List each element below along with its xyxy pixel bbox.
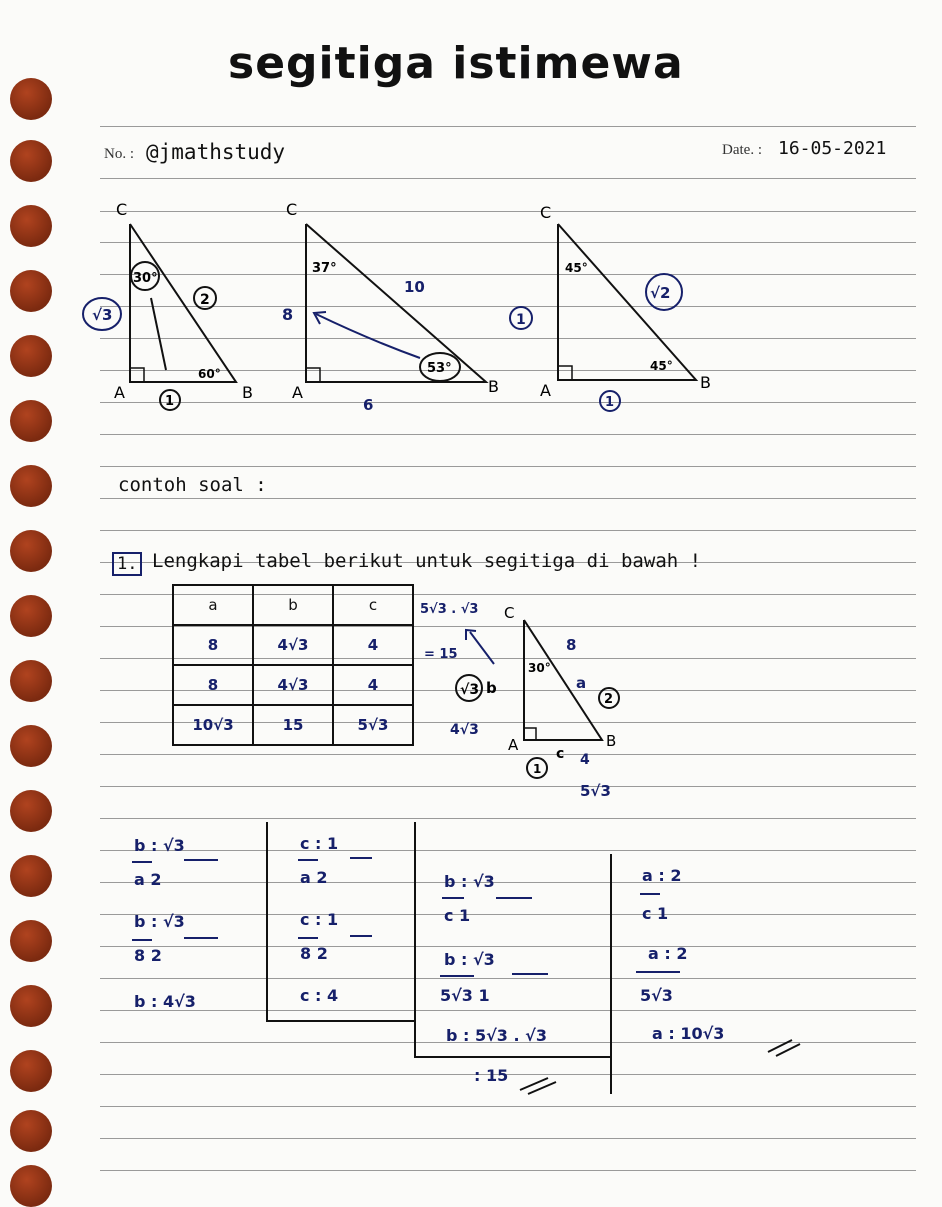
t1-side-ac: √3 [92,306,113,324]
t1-vertex-c: C [116,200,128,219]
table-row [173,625,413,665]
t2-angle-c: 37° [312,261,337,276]
t2-vertex-a: A [292,383,303,402]
special-triangles [0,0,942,430]
pt-vertex-a: A [508,736,519,754]
t3-vertex-a: A [540,381,551,400]
t3-angle-c: 45° [565,261,588,275]
table-header-row [173,585,413,625]
work-c3-line6: : 15 [474,1066,509,1085]
note-b-value: 4√3 [450,722,479,738]
pt-hyp-var: a [576,674,587,692]
problem-text: Lengkapi tabel berikut untuk segitiga di bawah ! [152,550,702,572]
pt-hyp-ratio: 2 [604,692,614,707]
work-c2-line3: c : 1 [300,910,339,929]
triangle-30-60 [83,200,253,410]
t1-vertex-a: A [114,383,125,402]
note-product: 5√3 . √3 [420,602,479,617]
table-cell: 5√3 [333,705,413,745]
work-c4-line5: a : 10√3 [652,1024,725,1043]
t3-side-ab: 1 [605,395,615,410]
work-c1-line2: a 2 [134,870,162,889]
pt-base-value2: 5√3 [580,782,611,800]
table-cell: 4√3 [253,625,333,665]
note-result: = 15 [424,647,458,662]
table-cell: 8 [173,625,253,665]
work-c2-line5: c : 4 [300,986,339,1005]
table-cell: 8 [173,665,253,705]
note-sqrt3: √3 [460,682,480,698]
note-b: b [486,679,497,697]
example-heading: contoh soal : [118,474,267,496]
work-c1-line1: b : √3 [134,836,185,855]
t2-angle-b: 53° [427,361,452,376]
table-cell: 10√3 [173,705,253,745]
t1-vertex-b: B [242,383,253,402]
pt-angle: 30° [528,661,551,675]
work-c3-line5: b : 5√3 . √3 [446,1026,547,1045]
t2-side-bc: 10 [404,278,425,296]
pt-base-value: 4 [580,752,590,768]
work-c4-line1: a : 2 [642,866,682,885]
t3-vertex-b: B [700,373,711,392]
page-title: segitiga istimewa [228,38,684,89]
table-cell: b [253,585,333,625]
pt-base-ratio: 1 [533,762,542,776]
work-c4-line2: c 1 [642,904,669,923]
table-cell: a [173,585,253,625]
pt-vertex-c: C [504,604,515,622]
pt-vertex-b: B [606,732,617,750]
work-c2-line4: 8 2 [300,944,328,963]
no-label: No. : [104,146,134,162]
table-row [173,665,413,705]
table-cell: 4 [333,665,413,705]
table-cell: 15 [253,705,333,745]
t2-side-ac: 8 [282,305,294,324]
t1-angle-c: 30° [133,271,158,286]
t3-angle-b: 45° [650,359,673,373]
t3-vertex-c: C [540,203,552,222]
table-cell: 4√3 [253,665,333,705]
no-value: @jmathstudy [146,140,286,164]
t2-vertex-b: B [488,377,499,396]
table-row [173,705,413,745]
work-c3-line3: b : √3 [444,950,495,969]
work-c2-line1: c : 1 [300,834,339,853]
work-c3-line1: b : √3 [444,872,495,891]
pt-hyp-value: 8 [566,636,577,654]
work-c4-line3: a : 2 [648,944,688,963]
answer-table [172,584,414,746]
date-label: Date. : [722,142,762,158]
triangle-45-45 [510,203,711,411]
t3-side-bc: √2 [650,284,671,302]
t1-angle-b: 60° [198,367,221,381]
work-c2-line2: a 2 [300,868,328,887]
work-c4-line4: 5√3 [640,986,673,1005]
t2-vertex-c: C [286,200,298,219]
t1-side-ab: 1 [165,394,175,409]
t2-side-ab: 6 [363,396,374,414]
problem-number: 1. [112,552,142,576]
work-c1-line4: 8 2 [134,946,162,965]
work-c3-line2: c 1 [444,906,471,925]
t3-side-ac: 1 [516,312,526,328]
work-c1-line5: b : 4√3 [134,992,196,1011]
work-c1-line3: b : √3 [134,912,185,931]
triangle-37-53 [282,200,499,414]
table-cell: c [333,585,413,625]
pt-base-var: c [556,746,565,762]
t1-side-bc: 2 [200,292,210,308]
table-cell: 4 [333,625,413,665]
date-value: 16-05-2021 [778,138,887,159]
work-c3-line4: 5√3 1 [440,986,490,1005]
